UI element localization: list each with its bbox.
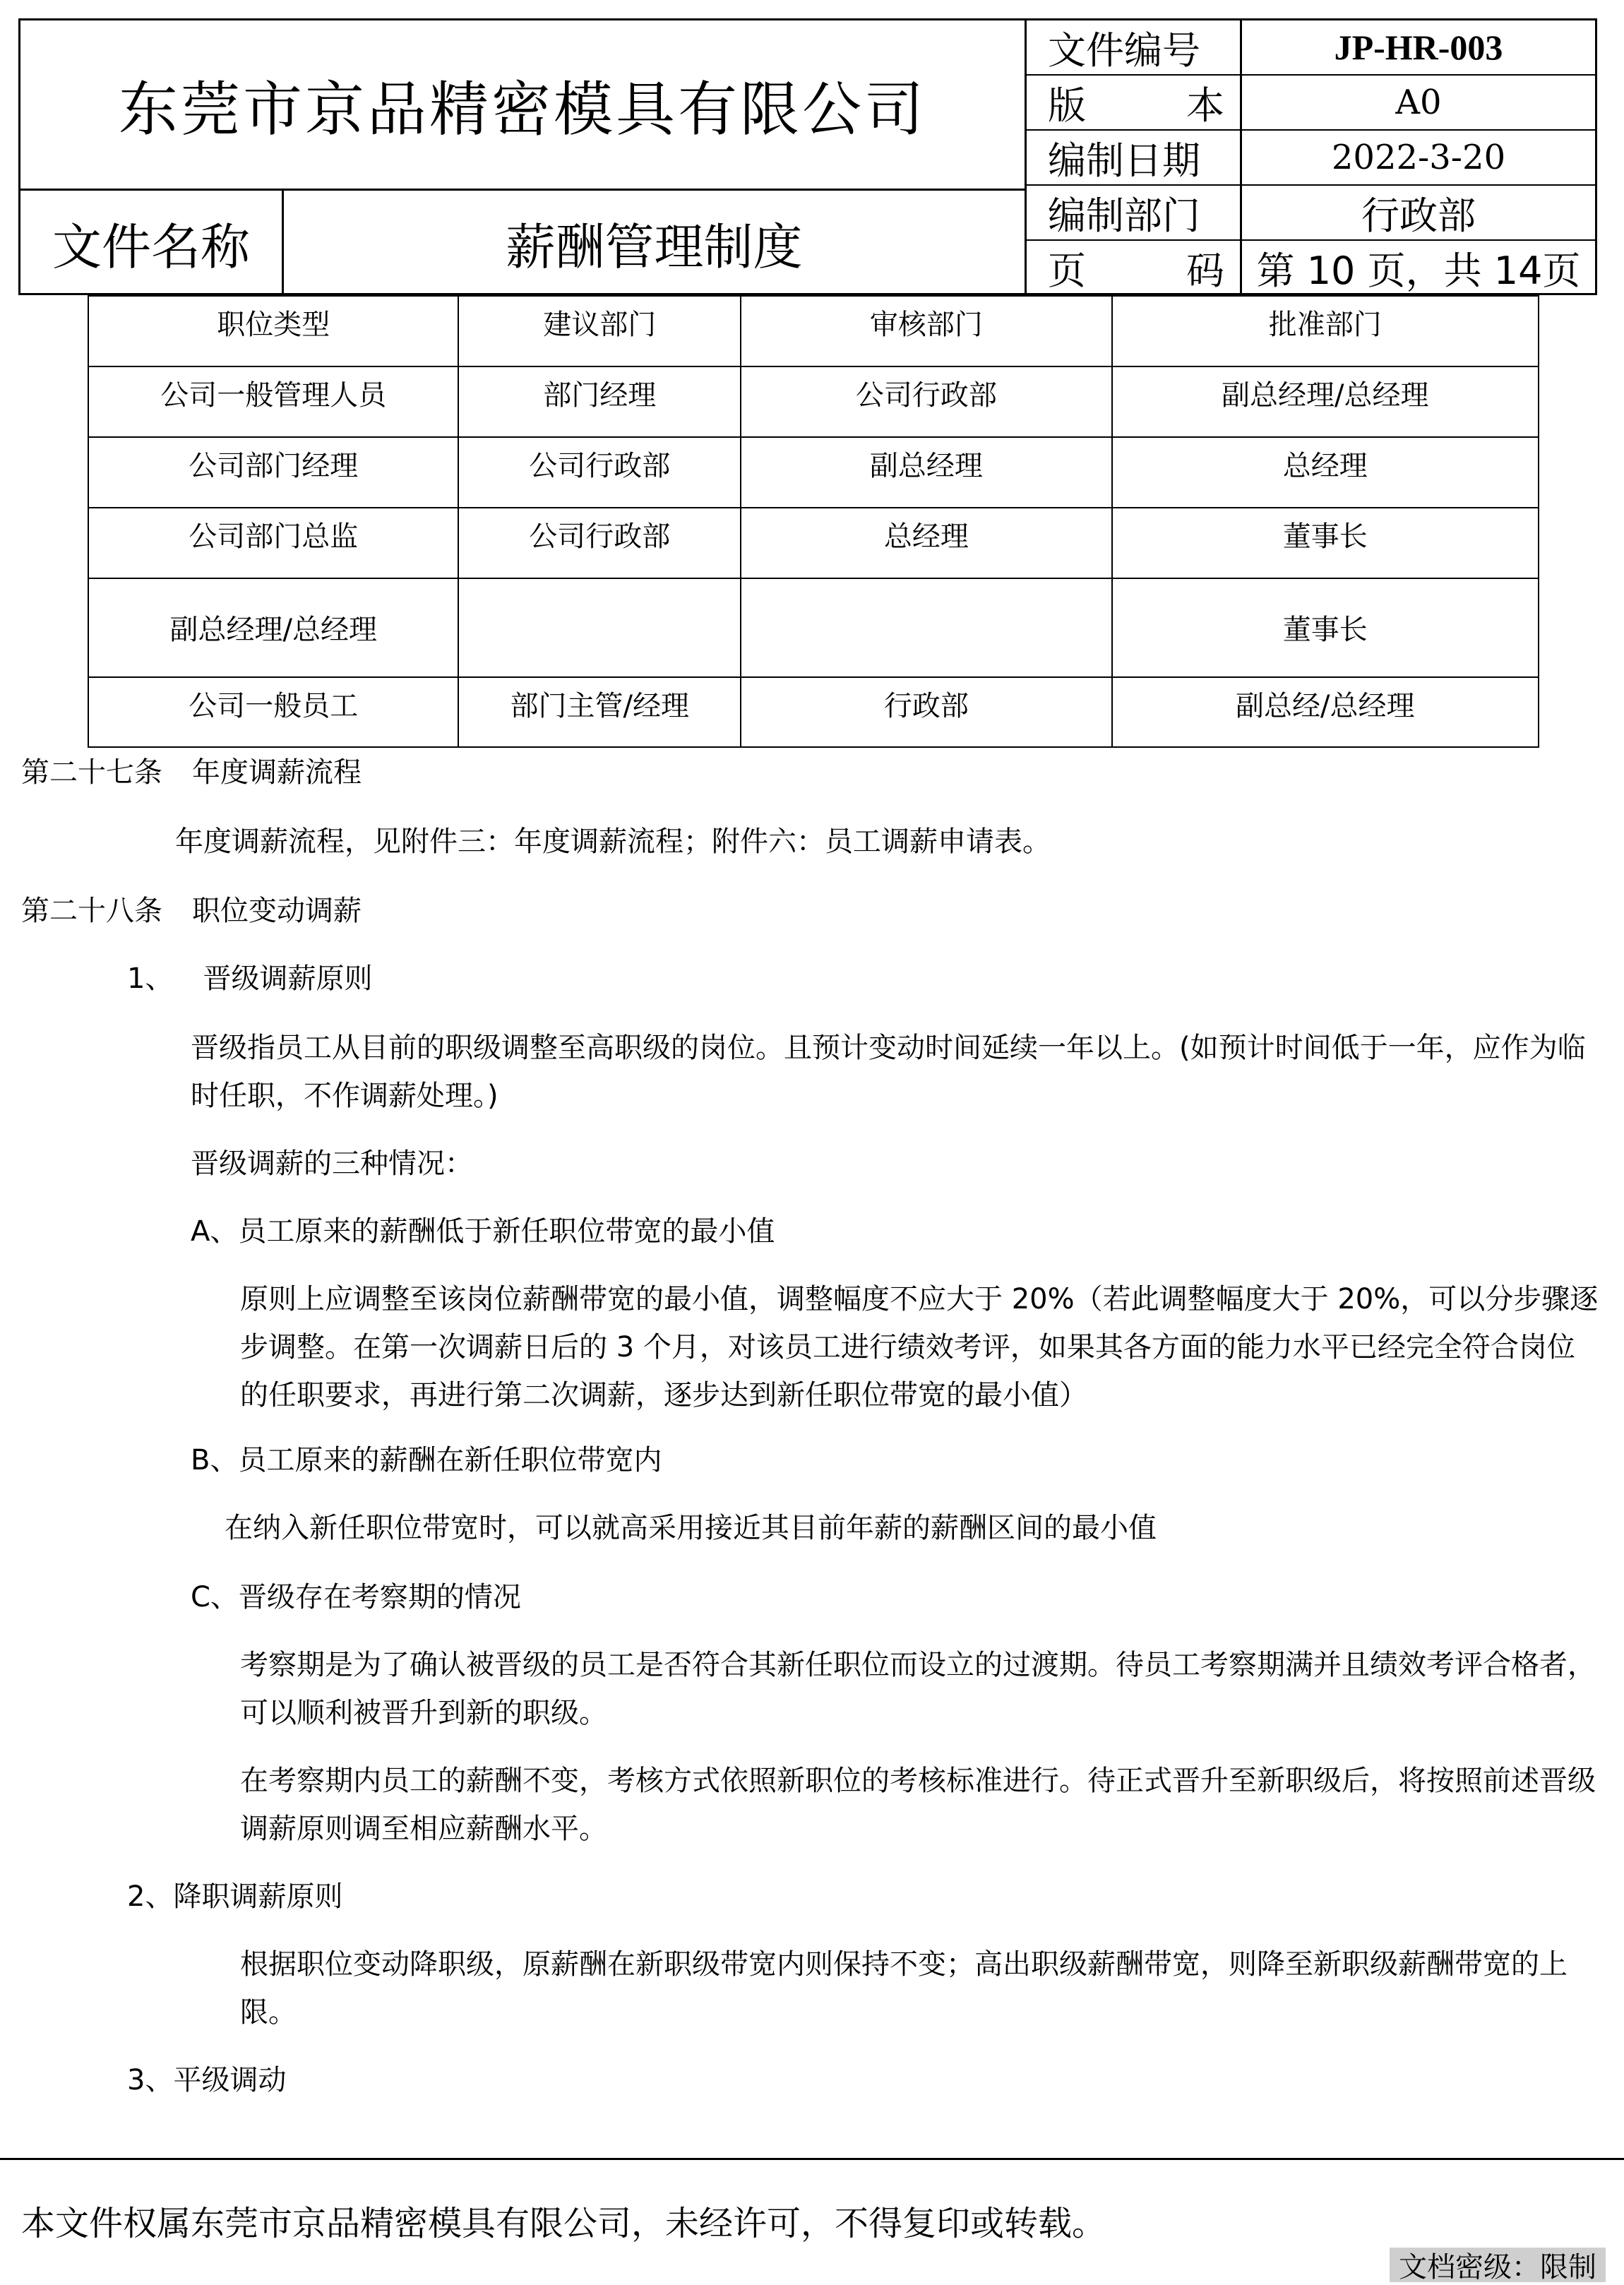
table-row bbox=[88, 366, 1539, 437]
section-1-paragraph-2: 晋级调薪的三种情况： bbox=[191, 1147, 473, 1180]
article-27-heading: 第二十七条 年度调薪流程 bbox=[21, 756, 362, 789]
table-cell: 董事长 bbox=[1112, 508, 1539, 578]
table-header: 职位类型 bbox=[88, 296, 458, 366]
table-cell: 部门主管/经理 bbox=[458, 677, 741, 747]
compile-dept-value: 行政部 bbox=[1361, 193, 1476, 238]
table-cell: 公司部门经理 bbox=[88, 437, 458, 508]
section-2-text: 根据职位变动降职级，原薪酬在新职级带宽内则保持不变；高出职级薪酬带宽，则降至新职级薪酬带宽的上限。 bbox=[240, 1948, 1568, 2029]
page-value: 第 10 页，共 14页 bbox=[1256, 248, 1581, 293]
table-row bbox=[88, 578, 1539, 677]
article-27-text: 年度调薪流程，见附件三：年度调薪流程；附件六：员工调薪申请表。 bbox=[175, 825, 1051, 858]
section-1-heading: 1、 晋级调薪原则 bbox=[127, 962, 373, 995]
table-cell: 董事长 bbox=[1112, 578, 1539, 677]
page-label: 页 码 bbox=[1048, 248, 1224, 293]
table-row bbox=[88, 677, 1539, 747]
compile-date-label: 编制日期 bbox=[1048, 138, 1200, 183]
table-cell: 部门经理 bbox=[458, 366, 741, 437]
table-cell: 公司行政部 bbox=[458, 508, 741, 578]
section-3-heading: 3、平级调动 bbox=[127, 2064, 287, 2096]
article-28-heading: 第二十八条 职位变动调薪 bbox=[21, 895, 362, 927]
table-cell: 行政部 bbox=[741, 677, 1111, 747]
case-c-heading: C、晋级存在考察期的情况 bbox=[191, 1581, 521, 1613]
case-a-heading: A、员工原来的薪酬低于新任职位带宽的最小值 bbox=[191, 1215, 775, 1248]
approval-table bbox=[88, 295, 1539, 748]
table-header: 建议部门 bbox=[458, 296, 741, 366]
case-c-text-1: 考察期是为了确认被晋级的员工是否符合其新任职位而设立的过渡期。待员工考察期满并且绩效考评合格者，可以顺利被晋升到新的职级。 bbox=[240, 1649, 1596, 1729]
table-cell: 公司一般员工 bbox=[88, 677, 458, 747]
table-row bbox=[88, 437, 1539, 508]
table-cell bbox=[458, 578, 741, 677]
table-cell: 公司一般管理人员 bbox=[88, 366, 458, 437]
version-label: 版 本 bbox=[1048, 83, 1224, 128]
copyright-notice: 本文件权属东莞市京品精密模具有限公司，未经许可，不得复印或转载。 bbox=[21, 2204, 1106, 2243]
table-cell: 副总经理/总经理 bbox=[88, 578, 458, 677]
classification-badge: 文档密级：限制 bbox=[1390, 2248, 1606, 2282]
case-c-text-2: 在考察期内员工的薪酬不变，考核方式依照新职位的考核标准进行。待正式晋升至新职级后，将按照前述晋级调薪原则调至相应薪酬水平。 bbox=[240, 1765, 1596, 1845]
table-header: 批准部门 bbox=[1112, 296, 1539, 366]
table-cell: 总经理 bbox=[1112, 437, 1539, 508]
doc-number-value: JP-HR-003 bbox=[1334, 28, 1503, 67]
compile-dept-label: 编制部门 bbox=[1048, 193, 1200, 238]
table-cell: 副总经理/总经理 bbox=[1112, 366, 1539, 437]
doc-number-label: 文件编号 bbox=[1048, 28, 1200, 73]
table-header: 审核部门 bbox=[741, 296, 1111, 366]
doc-name-label: 文件名称 bbox=[52, 217, 250, 276]
table-cell: 公司行政部 bbox=[458, 437, 741, 508]
table-cell: 公司部门总监 bbox=[88, 508, 458, 578]
version-value: A0 bbox=[1395, 83, 1442, 122]
case-b-heading: B、员工原来的薪酬在新任职位带宽内 bbox=[191, 1444, 662, 1476]
document-header bbox=[18, 18, 1597, 295]
table-cell: 副总经/总经理 bbox=[1112, 677, 1539, 747]
table-row bbox=[88, 508, 1539, 578]
doc-name: 薪酬管理制度 bbox=[506, 217, 803, 276]
table-cell bbox=[741, 578, 1111, 677]
section-1-paragraph-1: 晋级指员工从目前的职级调整至高职级的岗位。且预计变动时间延续一年以上。(如预计时间低于一年，应作为临时任职，不作调薪处理。) bbox=[191, 1032, 1586, 1112]
company-name: 东莞市京品精密模具有限公司 bbox=[118, 74, 926, 144]
table-cell: 总经理 bbox=[741, 508, 1111, 578]
case-a-text: 原则上应调整至该岗位薪酬带宽的最小值，调整幅度不应大于 20%（若此调整幅度大于 20%，可以分步骤逐步调整。在第一次调薪日后的 3 个月，对该员工进行绩效考评，如果其各方面的能力水平已经完全符合岗位的任职要求，再进行第二次调薪，逐步达到新任职位带宽的最小值） bbox=[240, 1283, 1599, 1412]
table-header-row bbox=[88, 296, 1539, 366]
table-cell: 公司行政部 bbox=[741, 366, 1111, 437]
table-cell: 副总经理 bbox=[741, 437, 1111, 508]
compile-date-value: 2022-3-20 bbox=[1331, 138, 1506, 177]
case-b-text: 在纳入新任职位带宽时，可以就高采用接近其目前年薪的薪酬区间的最小值 bbox=[225, 1512, 1157, 1544]
footer-divider bbox=[0, 2158, 1624, 2160]
section-2-heading: 2、降职调薪原则 bbox=[127, 1880, 343, 1913]
